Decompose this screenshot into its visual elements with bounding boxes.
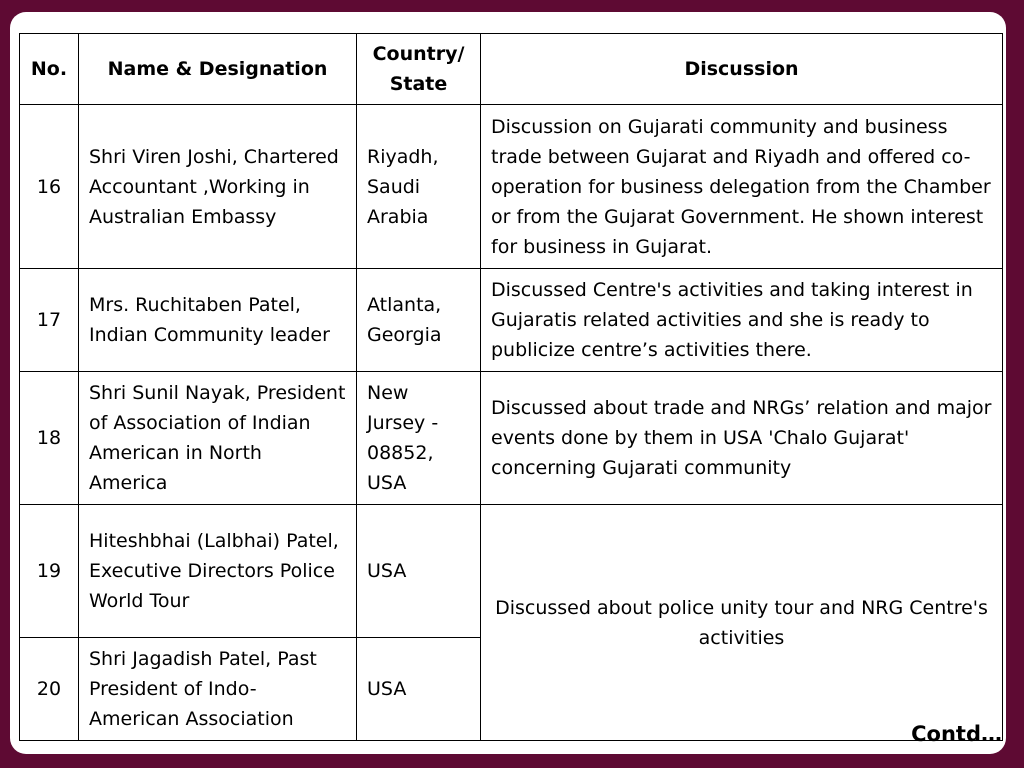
header-name-designation: Name & Designation — [79, 34, 357, 105]
header-no: No. — [20, 34, 79, 105]
row-country: Atlanta, Georgia — [357, 269, 481, 372]
table-row — [20, 505, 1003, 638]
row-discussion: Discussed Centre's activities and taking interest in Gujaratis related activities and she is ready to publicize centre’s activities there. — [481, 269, 1003, 372]
row-number: 17 — [20, 269, 79, 372]
row-country: New Jursey - 08852, USA — [357, 372, 481, 505]
row-discussion: Discussion on Gujarati community and business trade between Gujarat and Riyadh and offered co-operation for business delegation from the Chamber or from the Gujarat Government. He shown interest for business in Gujarat. — [481, 105, 1003, 269]
row-number: 18 — [20, 372, 79, 505]
table-row — [20, 105, 1003, 269]
header-country-line1: Country/ — [372, 43, 465, 65]
row-name-designation: Shri Sunil Nayak, President of Association of Indian American in North America — [79, 372, 357, 505]
discussion-table — [19, 33, 1003, 741]
row-name-designation: Hiteshbhai (Lalbhai) Patel, Executive Directors Police World Tour — [79, 505, 357, 638]
slide-page — [10, 12, 1006, 754]
row-discussion-merged: Discussed about police unity tour and NRG Centre's activities — [481, 505, 1003, 741]
row-country: USA — [357, 638, 481, 741]
row-country: USA — [357, 505, 481, 638]
row-number: 19 — [20, 505, 79, 638]
row-number: 20 — [20, 638, 79, 741]
row-number: 16 — [20, 105, 79, 269]
row-name-designation: Mrs. Ruchitaben Patel, Indian Community leader — [79, 269, 357, 372]
row-name-designation: Shri Viren Joshi, Chartered Accountant ,Working in Australian Embassy — [79, 105, 357, 269]
header-country-line2: State — [389, 73, 448, 95]
table-row — [20, 372, 1003, 505]
row-country: Riyadh, Saudi Arabia — [357, 105, 481, 269]
table-row — [20, 269, 1003, 372]
header-row — [20, 34, 1003, 105]
row-discussion: Discussed about trade and NRGs’ relation and major events done by them in USA 'Chalo Gujarat' concerning Gujarati community — [481, 372, 1003, 505]
header-discussion: Discussion — [481, 34, 1003, 105]
continued-label: Contd… — [911, 722, 1002, 746]
row-name-designation: Shri Jagadish Patel, Past President of Indo-American Association — [79, 638, 357, 741]
header-country-state — [357, 34, 481, 105]
